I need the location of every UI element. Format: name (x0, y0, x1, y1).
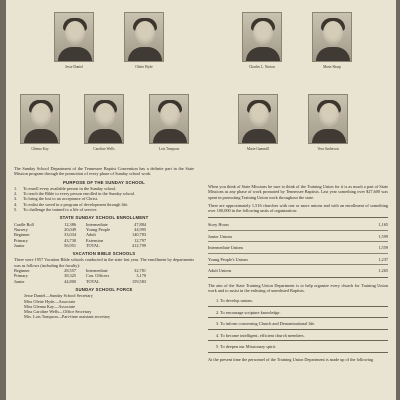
document-page (6, 0, 396, 400)
staff-photo-6 (84, 94, 124, 144)
units-table (208, 217, 388, 277)
purpose-item: 5. To challenge the trained to a life of service. (14, 207, 98, 213)
training-union-column (208, 184, 388, 362)
goals-list (208, 296, 388, 353)
goal-item: 4. To become intelligent, efficient church members. (208, 330, 388, 341)
photo-caption-3: Charles L. Norton (248, 65, 276, 69)
force-list (14, 293, 194, 319)
vbs-intro: There were 1957 Vacation Bible schools conducted in the state last year. The enrollment by departments was as follows (including the faculty): (14, 257, 194, 268)
photo-caption-8: Marie Gammill (246, 147, 270, 151)
unit-row: Adult Unions 1,265 (208, 268, 388, 274)
enrollment-row: Primary 43,730 Extension 12,797 (14, 237, 146, 243)
force-member: Miss Glenna Kay—Associate (24, 303, 76, 309)
unit-row: Intermediate Unions 1,559 (208, 242, 388, 253)
force-heading: SUNDAY SCHOOL FORCE (75, 286, 133, 292)
enrollment-row: Beginner 33,034 Adult 140,783 (14, 232, 146, 238)
purpose-heading: PURPOSE OF THE SUNDAY SCHOOL (62, 179, 145, 185)
training-union-p1: When you think of State Missions be sure to think of the Training Union for it is as much a part of State Missions as any phase of work promoted by Tennessee Baptists. Last year something over $27,600 was spent in promoting Training Union work throughout the state. (208, 184, 388, 200)
goal-item: 1. To develop unions. (208, 296, 388, 307)
sunday-school-intro: The Sunday School Department of the Tennessee Baptist Convention has a definite part in the State Mission program through the promotion of every phase of Sunday school work. (14, 166, 194, 177)
unit-row: Young People's Unions 1,237 (208, 254, 388, 265)
photo-caption-5: Glenna Kay (31, 147, 49, 151)
training-union-p4: At the present time the personnel of the Training Union Department is made up of the following (208, 356, 374, 362)
sunday-school-column (14, 166, 194, 320)
unit-row: Junior Unions 1,599 (208, 231, 388, 242)
goal-item: 5. To deepen our Missionary spirit. (208, 341, 388, 352)
goal-item: 2. To encourage scripture knowledge. (208, 307, 388, 318)
staff-photo-7 (149, 94, 189, 144)
vbs-row: Junior 44,800 TOTAL 159,583 (14, 278, 146, 284)
enrollment-row: Junior 56,951 TOTAL 412,799 (14, 242, 146, 248)
purpose-item: 2. To teach the Bible to every person enrolled in the Sunday school. (14, 191, 136, 197)
purpose-item: 1. To enroll every available person in the Sunday school. (14, 185, 117, 191)
purpose-item: 4. To enlist the saved in a program of development through life. (14, 201, 129, 207)
photo-caption-9: Vera Anderson (317, 147, 339, 151)
unit-row: Story Hours 1,165 (208, 219, 388, 230)
photo-caption-6: Caroline Wells (93, 147, 115, 151)
staff-photo-8 (238, 94, 278, 144)
training-union-p3: The aim of the State Training Union Department is to help organize every church for Training Union work and to assist in the enlisting of unenlisted Baptists. (208, 282, 388, 294)
enrollment-row: Nursery 20,049 Young People 44,995 (14, 226, 146, 232)
staff-photo-1 (54, 12, 94, 62)
photo-caption-4: Marie Sharp (323, 65, 341, 69)
staff-photo-3 (242, 12, 282, 62)
vbs-row: Beginner 28,557 Intermediate 32,781 (14, 268, 146, 274)
staff-photo-5 (20, 94, 60, 144)
staff-photo-2 (124, 12, 164, 62)
photo-caption-7: Lois Tompson (158, 147, 180, 151)
force-member: Mrs. Lois Tompson—Part-time assistant secretary (24, 314, 111, 320)
enrollment-row: Cradle Roll 12,386 Intermediate 47,884 (14, 221, 146, 227)
vbs-heading: VACATION BIBLE SCHOOLS (72, 251, 136, 257)
vbs-row: Primary 38,325 Con. Officers 3,170 (14, 273, 146, 279)
photo-caption-2: Olette Hyde (135, 65, 153, 69)
staff-photo-4 (312, 12, 352, 62)
force-member: Miss Olette Hyde—Associate (24, 298, 76, 304)
goal-item: 3. To inform concerning Church and Denominational life. (208, 318, 388, 329)
photo-caption-1: Jesse Daniel (65, 65, 83, 69)
enrollment-heading: STATE SUNDAY SCHOOL ENROLLMENT (59, 215, 149, 221)
staff-photo-9 (308, 94, 348, 144)
purpose-item: 3. To bring the lost to an acceptance of Christ. (14, 196, 98, 202)
force-member: Jesse Daniel—Sunday School Secretary (24, 293, 93, 299)
force-member: Miss Caroline Wells—Office Secretary (24, 309, 92, 315)
training-union-p2: There are approximately 1,516 churches with one or more unions and with an enrollment of something over 100,000 in the following units of organization: (208, 202, 388, 214)
